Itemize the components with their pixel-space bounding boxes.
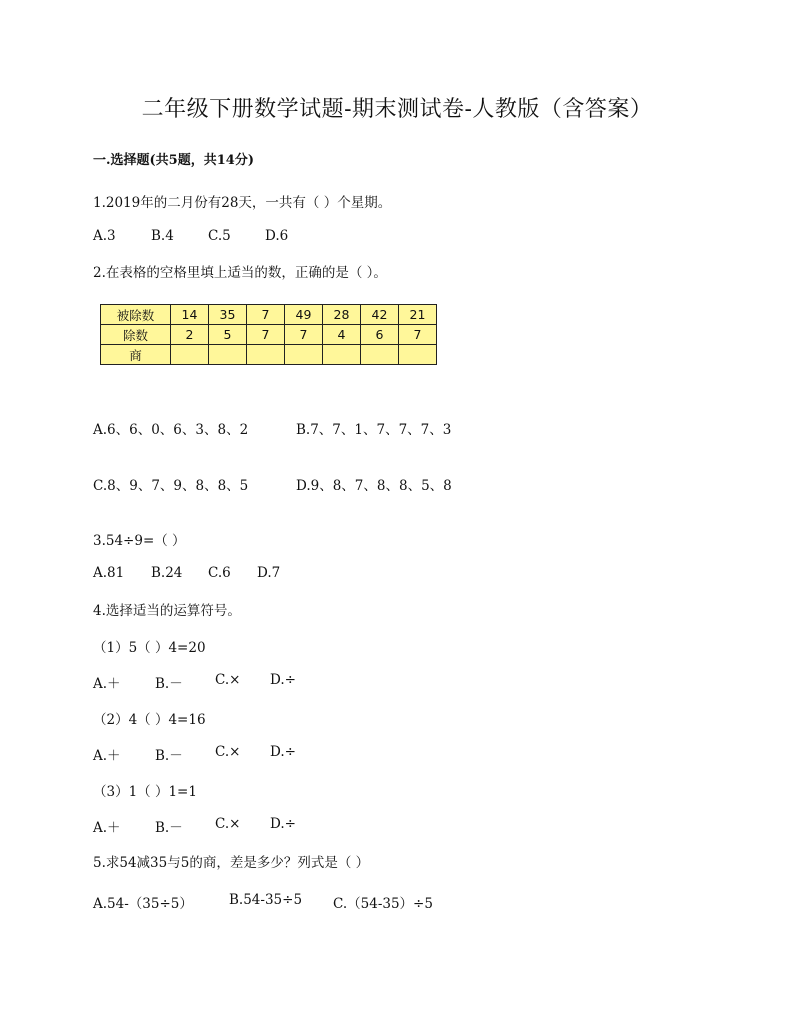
option-c: C.×: [215, 672, 241, 688]
table-cell-empty: [361, 345, 399, 365]
table-cell: 35: [209, 305, 247, 325]
option-d: D.6: [265, 228, 289, 244]
option-c: C.×: [215, 816, 241, 832]
table-row: [101, 305, 437, 325]
option-d: D.7: [257, 565, 281, 581]
question-4-sub-3-stem: （3）1（ ）1=1: [93, 784, 197, 800]
question-4-sub-2-stem: （2）4（ ）4=16: [93, 712, 206, 728]
option-c: C.5: [208, 228, 231, 244]
row-label: 被除数: [101, 305, 171, 325]
option-b: B.24: [151, 565, 183, 581]
table-cell-empty: [323, 345, 361, 365]
question-1-stem: 1.2019年的二月份有28天，一共有（ ）个星期。: [93, 195, 392, 211]
option-b: B.－: [155, 676, 183, 692]
option-a: A.6、6、0、6、3、8、2: [93, 422, 249, 438]
option-b: B.54-35÷5: [229, 892, 303, 908]
division-table: [100, 304, 437, 365]
row-label: 除数: [101, 325, 171, 345]
table-cell: 7: [399, 325, 437, 345]
table-cell: 2: [171, 325, 209, 345]
option-a: A.54-（35÷5）: [93, 896, 193, 912]
option-a: A.3: [93, 228, 116, 244]
option-b: B.7、7、1、7、7、7、3: [296, 422, 452, 438]
table-cell: 49: [285, 305, 323, 325]
table-cell: 21: [399, 305, 437, 325]
table-cell-empty: [285, 345, 323, 365]
question-3-stem: 3.54÷9=（ ）: [93, 533, 186, 549]
row-label: 商: [101, 345, 171, 365]
section-heading: 一.选择题(共5题，共14分): [93, 153, 254, 168]
table-row: [101, 345, 437, 365]
option-d: D.÷: [270, 744, 296, 760]
table-cell: 14: [171, 305, 209, 325]
table-cell: 42: [361, 305, 399, 325]
option-b: B.－: [155, 820, 183, 836]
table-cell: 5: [209, 325, 247, 345]
option-a: A.＋: [93, 676, 121, 692]
option-a: A.＋: [93, 748, 121, 764]
option-a: A.＋: [93, 820, 121, 836]
option-c: C.（54-35）÷5: [333, 896, 433, 912]
table-row: [101, 325, 437, 345]
question-5-stem: 5.求54减35与5的商，差是多少？列式是（ ）: [93, 855, 370, 871]
table-cell-empty: [209, 345, 247, 365]
page-title: 二年级下册数学试题-期末测试卷-人教版（含答案）: [141, 97, 653, 122]
option-d: D.÷: [270, 816, 296, 832]
question-2-stem: 2.在表格的空格里填上适当的数，正确的是（ ）。: [93, 265, 387, 281]
option-b: B.4: [151, 228, 174, 244]
table-cell: 28: [323, 305, 361, 325]
table-cell: 6: [361, 325, 399, 345]
question-4-sub-1-stem: （1）5（ ）4=20: [93, 640, 206, 656]
option-c: C.×: [215, 744, 241, 760]
option-d: D.9、8、7、8、8、5、8: [296, 478, 452, 494]
option-c: C.6: [208, 565, 231, 581]
table-cell-empty: [399, 345, 437, 365]
table-cell: 4: [323, 325, 361, 345]
option-c: C.8、9、7、9、8、8、5: [93, 478, 249, 494]
table-cell: 7: [247, 305, 285, 325]
option-b: B.－: [155, 748, 183, 764]
table-cell-empty: [247, 345, 285, 365]
table-cell-empty: [171, 345, 209, 365]
table-cell: 7: [247, 325, 285, 345]
table-cell: 7: [285, 325, 323, 345]
question-4-stem: 4.选择适当的运算符号。: [93, 603, 241, 619]
option-d: D.÷: [270, 672, 296, 688]
option-a: A.81: [93, 565, 125, 581]
